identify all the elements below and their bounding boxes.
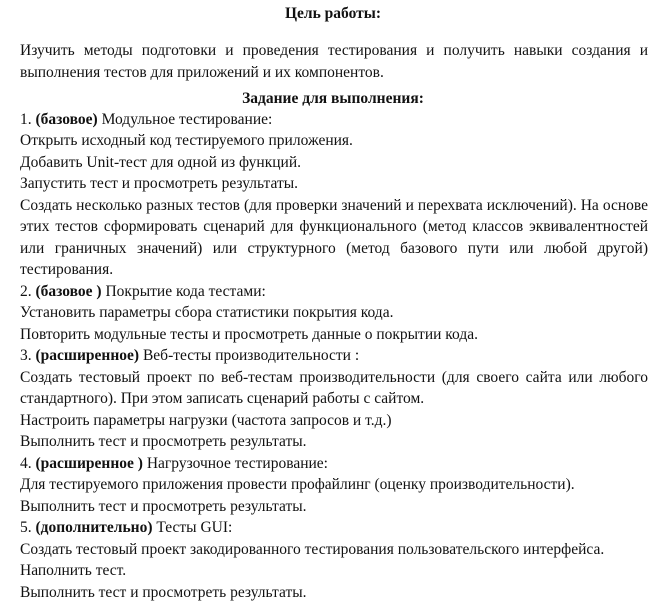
task-step: Установить параметры сбора статистики покрытия кода. — [20, 304, 394, 321]
task-step: Запустить тест и просмотреть результаты. — [20, 175, 299, 192]
task-title: Нагрузочное тестирование: — [146, 455, 328, 472]
goal-line: выполнения тестов для приложений и их компонентов. — [20, 64, 384, 81]
task-step: Создать тестовый проект закодированного тестирования пользовательского интерфейса. — [20, 541, 605, 558]
task-level: (базовое) — [35, 111, 98, 128]
task-step: Выполнить тест и просмотреть результаты. — [20, 433, 307, 450]
task-paragraph-line: тестирования. — [20, 261, 114, 278]
task-step: Выполнить тест и просмотреть результаты. — [20, 498, 307, 515]
task-heading: Задание для выполнения: — [242, 90, 424, 107]
task-1-header — [20, 109, 272, 130]
task-title: Веб-тесты производительности : — [142, 347, 360, 364]
task-paragraph-line: этих тестов сформировать сценарий для функционального (метод классов эквивалентностей — [20, 218, 648, 235]
task-step: Добавить Unit-тест для одной из функций. — [20, 154, 302, 171]
task-number: 3. — [20, 347, 32, 364]
task-step: Открыть исходный код тестируемого приложения. — [20, 132, 353, 149]
task-3-header — [20, 345, 359, 366]
task-2-header — [20, 281, 266, 302]
task-level: (дополнительно) — [35, 519, 153, 536]
task-title: Модульное тестирование: — [101, 111, 273, 128]
task-level: (расширенное) — [35, 347, 140, 364]
task-5-header — [20, 517, 232, 538]
task-paragraph-line: Создать несколько разных тестов (для проверки значений и перехвата исключений). На основе — [20, 197, 648, 214]
task-title: Покрытие кода тестами: — [105, 283, 266, 300]
task-paragraph-line: или граничных значений) или структурного (метод базового пути или любой другой) — [20, 240, 648, 257]
task-level: (расширенное ) — [35, 455, 143, 472]
task-step: Повторить модульные тесты и просмотреть данные о покрытии кода. — [20, 326, 478, 343]
task-paragraph-line: Создать тестовый проект по веб-тестам производительности (для своего сайта или любого — [20, 369, 648, 386]
task-number: 1. — [20, 111, 32, 128]
task-step: Настроить параметры нагрузки (частота запросов и т.д.) — [20, 412, 392, 429]
task-number: 4. — [20, 455, 32, 472]
task-paragraph-line: стандартного). При этом записать сценарий работы с сайтом. — [20, 390, 425, 407]
task-title: Тесты GUI: — [156, 519, 233, 536]
task-step: Выполнить тест и просмотреть результаты. — [20, 584, 307, 601]
task-4-header — [20, 453, 328, 474]
task-number: 2. — [20, 283, 32, 300]
page-title: Цель работы: — [284, 5, 382, 22]
task-level: (базовое ) — [35, 283, 102, 300]
goal-line: Изучить методы подготовки и проведения тестирования и получить навыки создания и — [20, 42, 648, 59]
task-number: 5. — [20, 519, 32, 536]
task-step: Для тестируемого приложения провести профайлинг (оценку производительности). — [20, 476, 575, 493]
task-step: Наполнить тест. — [20, 562, 127, 579]
